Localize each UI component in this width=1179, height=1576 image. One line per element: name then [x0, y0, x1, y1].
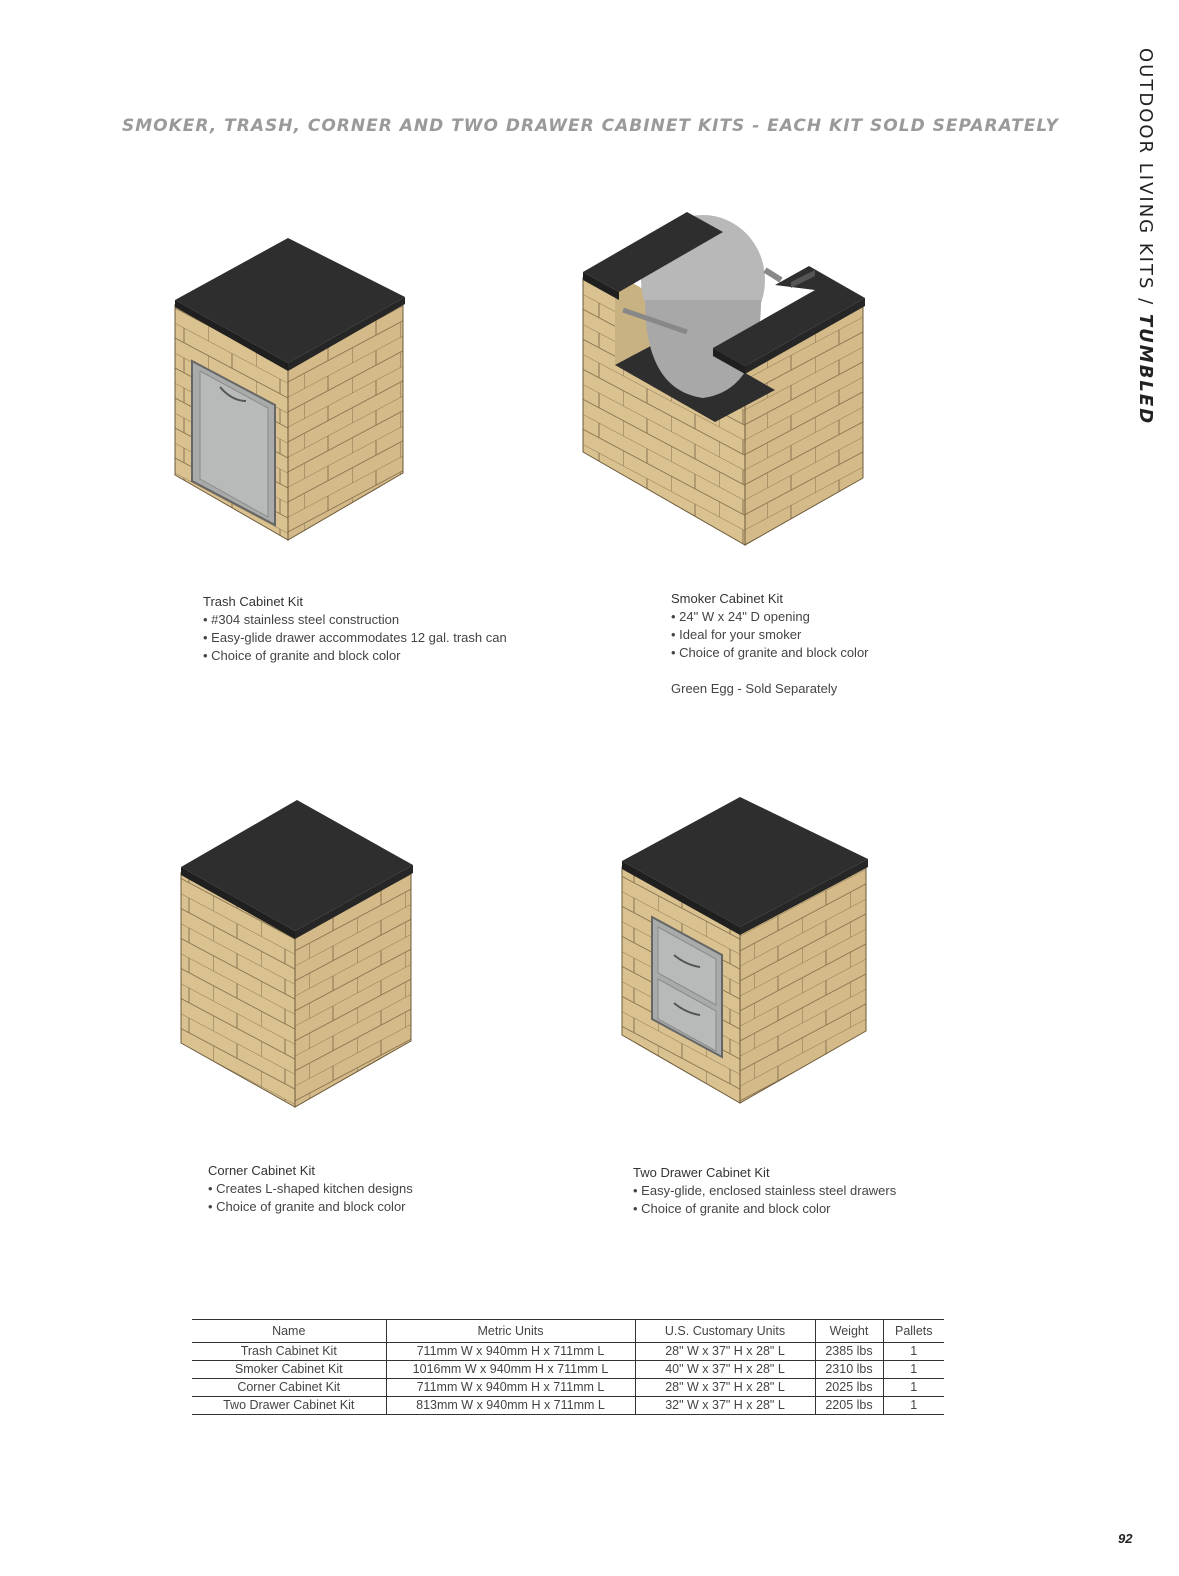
header-metric: Metric Units [386, 1320, 635, 1343]
smoker-cabinet-features [671, 608, 869, 662]
feature-item: • Choice of granite and block color [633, 1200, 896, 1218]
feature-item: • Choice of granite and block color [671, 644, 869, 662]
page-heading: SMOKER, TRASH, CORNER AND TWO DRAWER CABINET KITS - EACH KIT SOLD SEPARATELY [122, 116, 1059, 136]
cell-weight: 2025 lbs [815, 1379, 883, 1397]
side-section-label [1104, 48, 1164, 426]
side-label-sub: TUMBLED [1135, 313, 1156, 426]
two-drawer-cabinet-title: Two Drawer Cabinet Kit [633, 1165, 770, 1180]
table-row [192, 1379, 944, 1397]
corner-cabinet-description [208, 1162, 413, 1216]
smoker-cabinet-description [671, 590, 869, 698]
cell-metric: 1016mm W x 940mm H x 711mm L [386, 1361, 635, 1379]
cell-weight: 2385 lbs [815, 1343, 883, 1361]
feature-item: • Easy-glide, enclosed stainless steel drawers [633, 1182, 896, 1200]
table-header-row [192, 1320, 944, 1343]
header-weight: Weight [815, 1320, 883, 1343]
cell-pallets: 1 [883, 1379, 944, 1397]
spec-table [192, 1319, 944, 1415]
cell-name: Two Drawer Cabinet Kit [223, 1398, 355, 1412]
trash-cabinet-description [203, 593, 507, 665]
smoker-cabinet-illustration [575, 200, 875, 555]
cell-us: 32" W x 37" H x 28" L [635, 1397, 815, 1415]
smoker-cabinet-title: Smoker Cabinet Kit [671, 591, 783, 606]
cell-metric: 711mm W x 940mm H x 711mm L [386, 1379, 635, 1397]
header-us: U.S. Customary Units [635, 1320, 815, 1343]
table-row [192, 1397, 944, 1415]
header-pallets: Pallets [883, 1320, 944, 1343]
table-row [192, 1343, 944, 1361]
corner-cabinet-title: Corner Cabinet Kit [208, 1163, 315, 1178]
two-drawer-cabinet-description [633, 1164, 896, 1218]
cell-us: 40" W x 37" H x 28" L [635, 1361, 815, 1379]
cell-us: 28" W x 37" H x 28" L [635, 1379, 815, 1397]
cell-metric: 711mm W x 940mm H x 711mm L [386, 1343, 635, 1361]
table-row [192, 1361, 944, 1379]
trash-cabinet-title: Trash Cabinet Kit [203, 594, 303, 609]
cell-weight: 2310 lbs [815, 1361, 883, 1379]
two-drawer-cabinet-features [633, 1182, 896, 1218]
cell-us: 28" W x 37" H x 28" L [635, 1343, 815, 1361]
header-name: Name [272, 1323, 306, 1338]
corner-cabinet-illustration [165, 795, 425, 1115]
feature-item: • 24" W x 24" D opening [671, 608, 869, 626]
side-label-main: OUTDOOR LIVING KITS / [1135, 48, 1156, 314]
feature-item: • Choice of granite and block color [208, 1198, 413, 1216]
cell-pallets: 1 [883, 1397, 944, 1415]
feature-item: • Creates L-shaped kitchen designs [208, 1180, 413, 1198]
trash-cabinet-illustration [160, 225, 420, 550]
feature-item: • #304 stainless steel construction [203, 611, 507, 629]
cell-name: Smoker Cabinet Kit [234, 1362, 343, 1376]
cell-pallets: 1 [883, 1361, 944, 1379]
trash-cabinet-features [203, 611, 507, 665]
smoker-note: Green Egg - Sold Separately [671, 681, 838, 696]
cell-pallets: 1 [883, 1343, 944, 1361]
page-number: 92 [1118, 1531, 1133, 1546]
two-drawer-cabinet-illustration [610, 795, 880, 1115]
feature-item: • Ideal for your smoker [671, 626, 869, 644]
cell-name: Trash Cabinet Kit [240, 1344, 337, 1358]
cell-name: Corner Cabinet Kit [237, 1380, 341, 1394]
corner-cabinet-features [208, 1180, 413, 1216]
cell-metric: 813mm W x 940mm H x 711mm L [386, 1397, 635, 1415]
feature-item: • Easy-glide drawer accommodates 12 gal. trash can [203, 629, 507, 647]
cell-weight: 2205 lbs [815, 1397, 883, 1415]
feature-item: • Choice of granite and block color [203, 647, 507, 665]
